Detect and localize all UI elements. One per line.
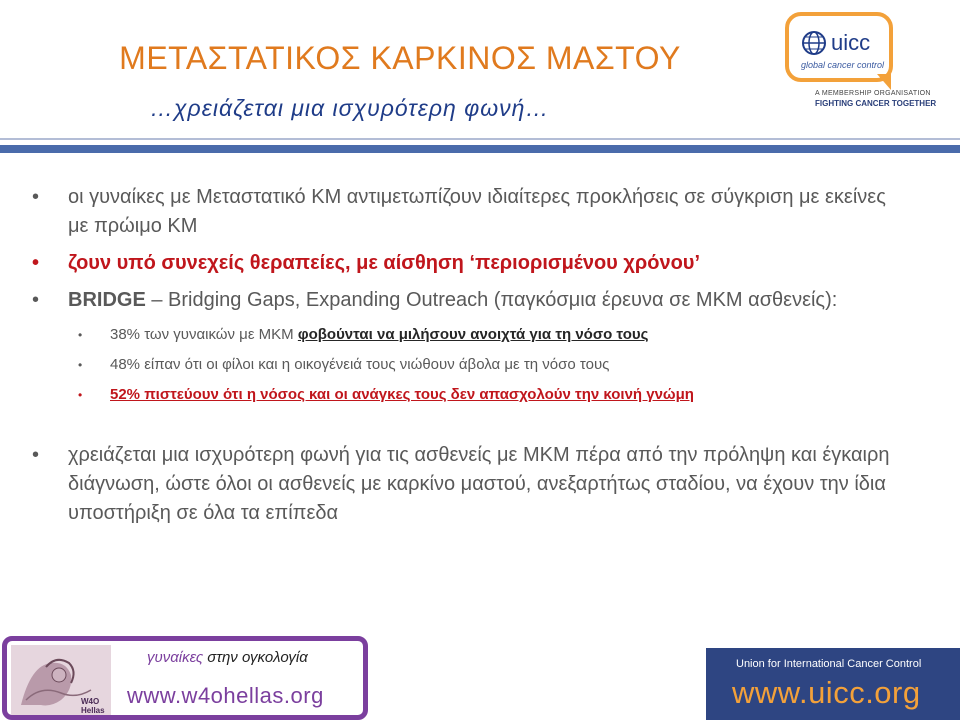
sub-bullet-38 xyxy=(30,325,910,345)
sub-bullet-text: 48% είπαν ότι οι φίλοι και η οικογένειά τους νιώθουν άβολα με τη νόσο τους xyxy=(110,356,610,373)
w4o-tagline xyxy=(147,649,308,666)
bullet-text: – Bridging Gaps, Expanding Outreach (παγκόσμια έρευνα σε ΜΚΜ ασθενείς): xyxy=(145,289,838,311)
bullet-icon: • xyxy=(32,186,40,208)
sub-bullet-text: 38% των γυναικών με ΜΚΜ xyxy=(110,326,298,343)
bullet-text: οι γυναίκες με Μεταστατικό ΚΜ αντιμετωπίζουν ιδιαίτερες προκλήσεις σε σύγκριση με εκείνες με πρώιμο ΚΜ xyxy=(68,186,886,237)
globe-icon xyxy=(801,30,827,56)
bullet-stronger-voice xyxy=(30,441,910,528)
uicc-footer-name: Union for International Cancer Control xyxy=(736,658,922,670)
uicc-wordmark: uicc xyxy=(831,30,871,55)
uicc-fighting-text: FIGHTING CANCER TOGETHER xyxy=(815,99,937,108)
bullet-text: ζουν υπό συνεχείς θεραπείες, με αίσθηση ‘περιορισμένου χρόνου’ xyxy=(68,252,701,274)
slide-subtitle: …χρειάζεται μια ισχυρότερη φωνή… xyxy=(150,95,550,121)
bullet-icon: • xyxy=(78,328,83,342)
sub-bullet-52 xyxy=(30,385,910,405)
w4o-tagline-rest: στην ογκολογία xyxy=(203,649,308,666)
uicc-logo xyxy=(785,12,960,112)
bullet-bridge-survey xyxy=(30,286,910,315)
w4o-image-label: W4O Hellas xyxy=(81,697,105,715)
bullet-icon: • xyxy=(78,388,83,402)
sub-bullet-emphasis: φοβούνται να μιλήσουν ανοιχτά για τη νόσο τους xyxy=(297,326,649,343)
bridge-label: BRIDGE xyxy=(68,289,146,311)
sub-bullet-48 xyxy=(30,355,910,375)
uicc-footer-banner[interactable] xyxy=(706,648,960,720)
bullet-icon: • xyxy=(32,289,40,311)
slide-body xyxy=(30,183,910,528)
header-divider-thick xyxy=(0,145,960,153)
uicc-url-link[interactable]: www.uicc.org xyxy=(732,675,921,710)
bullet-icon: • xyxy=(32,252,40,274)
bullet-text: χρειάζεται μια ισχυρότερη φωνή για τις ασθενείς με ΜΚΜ πέρα από την πρόληψη και έγκαιρη διάγνωση, ώστε όλοι οι ασθενείς με καρκίνο μαστού, ανεξαρτήτως σταδίου, να έχουν την ίδια υποστήριξη σε όλα τα επίπεδα xyxy=(68,444,890,524)
w4o-hellas-banner[interactable] xyxy=(2,636,368,720)
speech-bubble-icon xyxy=(785,12,893,82)
bullet-challenges xyxy=(30,183,910,241)
sub-bullet-emphasis: 52% πιστεύουν ότι η νόσος και οι ανάγκες τους δεν απασχολούν την κοινή γνώμη xyxy=(110,386,694,403)
speech-bubble-tail xyxy=(877,74,891,90)
slide-title: ΜΕΤΑΣΤΑΤΙΚΟΣ ΚΑΡΚΙΝΟΣ ΜΑΣΤΟΥ xyxy=(119,40,681,76)
uicc-membership-text: A MEMBERSHIP ORGANISATION xyxy=(815,90,931,97)
uicc-tagline: global cancer control xyxy=(801,60,885,70)
bullet-continuous-treatment xyxy=(30,249,910,278)
bullet-icon: • xyxy=(78,358,83,372)
bullet-icon: • xyxy=(32,444,40,466)
header-divider-thin xyxy=(0,138,960,140)
w4o-logo-image xyxy=(11,645,111,715)
w4o-url-link[interactable]: www.w4ohellas.org xyxy=(127,683,324,708)
w4o-tagline-accent: γυναίκες xyxy=(147,649,204,666)
